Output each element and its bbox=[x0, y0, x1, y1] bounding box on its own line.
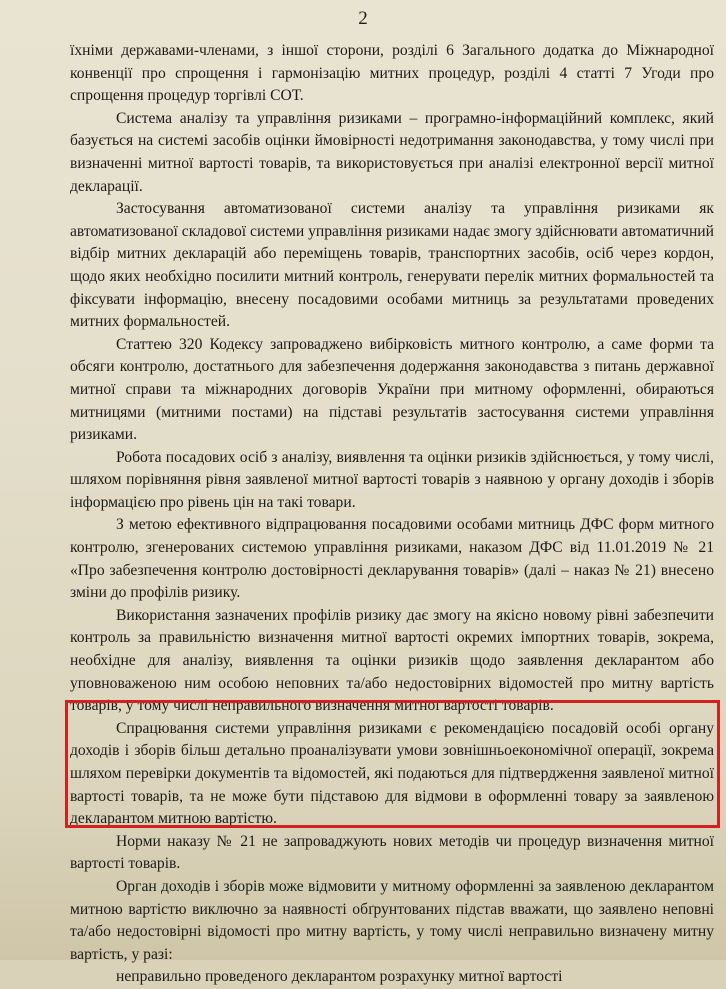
paragraph-automated-system: Застосування автоматизованої системи аналізу та управління ризиками як автоматизованої складової системи управління ризиками надає змогу здійснювати автоматичний відбір митних декларацій або переміщень товарів, транспортних засобів, осіб через кордон, щодо яких необхідно посилити митний контроль, генерувати перелік митних формальностей та фіксувати інформацію, внесену посадовими особами митниць за результатами проведених митних формальностей. bbox=[70, 200, 714, 331]
paragraph-officials-work: Робота посадових осіб з аналізу, виявлення та оцінки ризиків здійснюється, у тому числі, шляхом порівняння рівня заявленої митної вартості товарів з наявною у органу доходів і зборів інформацією про рівень цін на такі товари. bbox=[70, 448, 714, 511]
paragraph-article-320: Статтею 320 Кодексу запроваджено вибірковість митного контролю, а саме форми та обсяги контролю, достатнього для забезпечення додержання законодавства з питань державної митної справи та міжнародних договорів України при митному оформленні, обираються митницями (митними постами) на підставі результатів застосування системи управління ризиками. bbox=[70, 335, 714, 444]
paragraph-order-norms: Норми наказу № 21 не запроваджують нових методів чи процедур визначення митної вартості товарів. bbox=[70, 832, 714, 873]
paragraph-list-item-calculation: неправильно проведеного декларантом розрахунку митної вартості bbox=[116, 968, 563, 986]
paragraph-order-21: З метою ефективного відпрацювання посадовими особами митниць ДФС форм митного контролю, згенерованих системою управління ризиками, наказом ДФС від 11.01.2019 № 21 «Про забезпечення контролю достовірності декларування товарів» (далі – наказ № 21) внесено зміни до профілів ризику. bbox=[70, 516, 714, 602]
red-highlight-box bbox=[65, 700, 720, 828]
page-number: 2 bbox=[358, 8, 368, 29]
paragraph-highlighted-recommendation: Спрацювання системи управління ризиками є рекомендацією посадовій особі органу доходів і зборів більш детально проаналізувати умови зовнішньоекономічної операції, зокрема шляхом перевірки документів та відомостей, які подаються для підтвердження заявленої митної вартості товарів, та не може бути підставою для відмови в оформленні товару за заявленою декларантом митною вартістю. bbox=[70, 719, 714, 828]
paragraph-risk-system-definition: Система аналізу та управління ризиками – програмно-інформаційний комплекс, який базується на системі засобів оцінки ймовірності недотримання законодавства, у тому числі при визначенні митної вартості товарів, та використовується при аналізі електронної версії митної декларації. bbox=[70, 109, 714, 195]
paragraph-intro-continuation: їхніми державами-членами, з іншої сторони, розділі 6 Загального додатка до Міжнародної конвенції про спрощення і гармонізацію митних процедур, розділі 4 статті 7 Угоди про спрощення процедур торгівлі СОТ. bbox=[70, 42, 714, 105]
document-body bbox=[70, 40, 714, 989]
paragraph-refusal-grounds: Орган доходів і зборів може відмовити у митному оформленні за заявленою декларантом митною вартістю виключно за наявності обґрунтованих підстав вважати, що заявлено неповні та/або недостовірні відомості про митну вартість, у тому числі неправильно визначену митну вартість, у разі: bbox=[70, 877, 714, 963]
paragraph-risk-profiles-use: Використання зазначених профілів ризику дає змогу на якісно новому рівні забезпечити контроль за правильністю визначення митної вартості окремих імпортних товарів, зокрема, необхідне для аналізу, виявлення та оцінки ризиків щодо заявлення декларантом або уповноваженою ним особою неповних та/або недостовірних відомостей про митну вартість товарів, у тому числі неправильного визначення митної вартості товарів. bbox=[70, 606, 714, 715]
